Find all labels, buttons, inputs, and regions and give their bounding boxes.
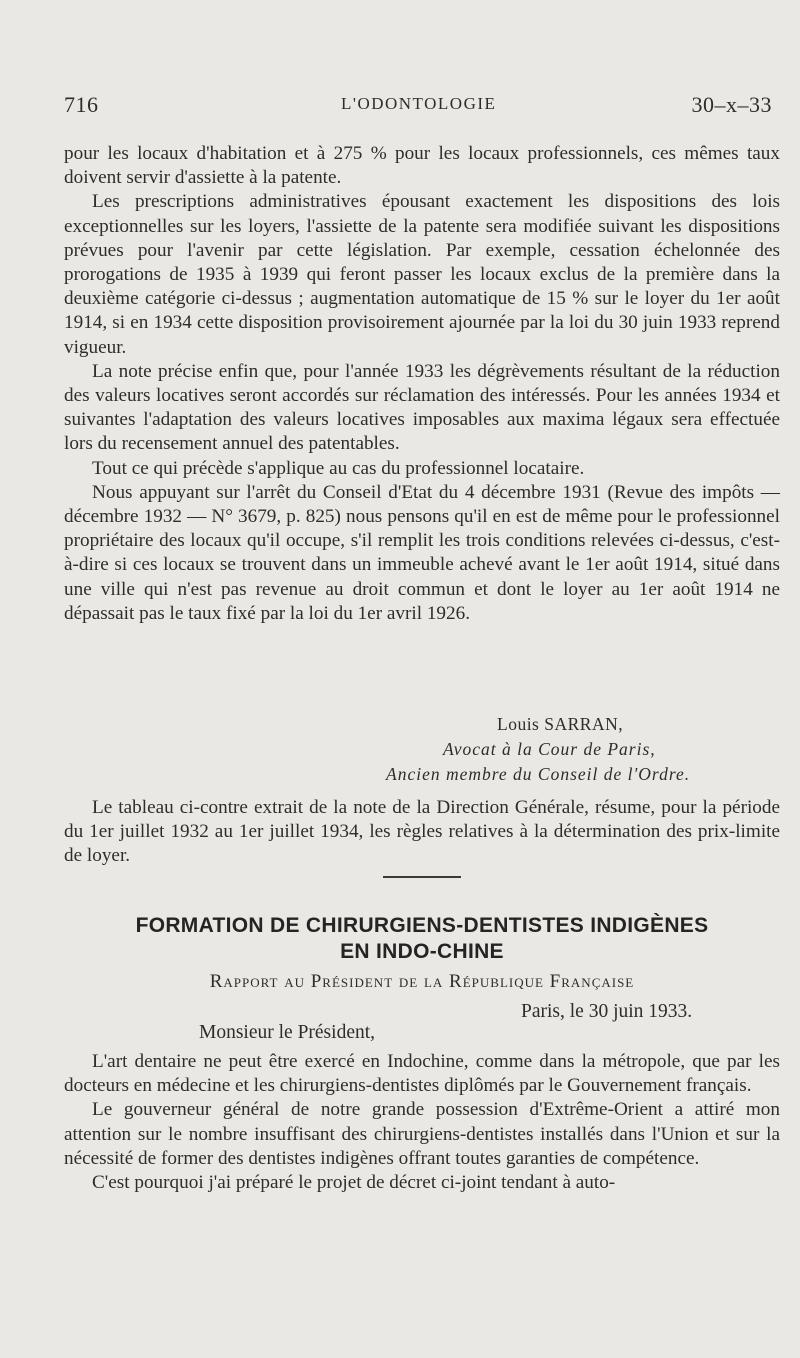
paragraph: Le tableau ci-contre extrait de la note de la Direction Générale, résume, pour la période du 1er juillet 1932 au 1er juillet 1934, les règles relatives à la détermination des prix-limite de loyer. (64, 797, 780, 867)
paragraph: Nous appuyant sur l'arrêt du Conseil d'Etat du 4 décembre 1931 (Revue des impôts — décembre 1932 — N° 3679, p. 825) nous pensons qu'il en est de même pour le professionnel propriétaire des locaux qu'il occupe, s'il remplit les trois conditions relevées ci-dessus, c'est-à-dire si ces locaux se trouvent dans un immeuble achevé avant le 1er août 1914, situé dans une ville qui n'est pas revenue au droit commun et dont le loyer au 1er août 1914 ne dépassait pas le taux fixé par la loi du 1er avril 1926. (64, 481, 780, 624)
paragraph: C'est pourquoi j'ai préparé le projet de décret ci-joint tendant à auto- (92, 1172, 616, 1194)
signature-title: Avocat à la Cour de Paris, (443, 739, 656, 759)
page-number: 716 (64, 92, 99, 117)
paragraph: La note précise enfin que, pour l'année 1933 les dégrèvements résultant de la réduction des valeurs locatives seront accordés sur réclamation des intéressés. Pour les années 1934 et suivantes l'adaptation des valeurs locatives imposables aux maxima légaux sera effectuée lors du recensement annuel des patentables. (64, 360, 780, 455)
paragraph: Les prescriptions administratives épousant exactement les dispositions des lois exceptionnelles sur les loyers, l'assiette de la patente sera modifiée suivant les dispositions prévues pour l'avenir par cette législation. Par exemple, cessation échelonnée des prorogations de 1935 à 1939 qui feront passer les locaux exclus de la première dans la deuxième catégorie ci-dessus ; augmentation automatique de 15 % sur le loyer du 1er août 1914, si en 1934 cette disposition provisoirement ajournée par la loi du 30 juin 1933 reprend vigueur. (64, 191, 780, 358)
paragraph: Tout ce qui précède s'applique au cas du professionnel locataire. (92, 457, 585, 479)
issue-date: 30–x–33 (691, 92, 772, 117)
running-head (64, 92, 772, 122)
salutation: Monsieur le Président, (199, 1022, 376, 1043)
title-line: EN INDO-CHINE (340, 940, 504, 963)
article2-title (64, 913, 780, 965)
paragraph: pour les locaux d'habitation et à 275 % pour les locaux professionnels, ces mêmes taux doivent servir d'assiette à la patente. (64, 143, 780, 189)
article2-body (64, 1050, 780, 1195)
paragraph: Le gouverneur général de notre grande possession d'Extrême-Orient a attiré mon attention sur le nombre insuffisant des chirurgiens-dentistes installés dans l'Union et sur la nécessité de former des dentistes indigènes offrant toutes garanties de compétence. (64, 1099, 780, 1169)
section-divider (383, 876, 461, 878)
journal-title: L'ODONTOLOGIE (341, 94, 497, 113)
paragraph: L'art dentaire ne peut être exercé en Indochine, comme dans la métropole, que par les docteurs en médecine et les chirurgiens-dentistes diplômés par le Gouvernement français. (64, 1051, 780, 1097)
article2-subtitle: Rapport au Président de la République Française (209, 971, 635, 992)
article1-body (64, 142, 780, 626)
dateline: Paris, le 30 juin 1933. (521, 1001, 693, 1022)
signature-name: Louis SARRAN, (497, 714, 624, 734)
signature-affiliation: Ancien membre du Conseil de l'Ordre. (386, 764, 691, 784)
title-line: FORMATION DE CHIRURGIENS-DENTISTES INDIGÈNES (135, 914, 709, 937)
closing-paragraph-block (64, 796, 780, 869)
